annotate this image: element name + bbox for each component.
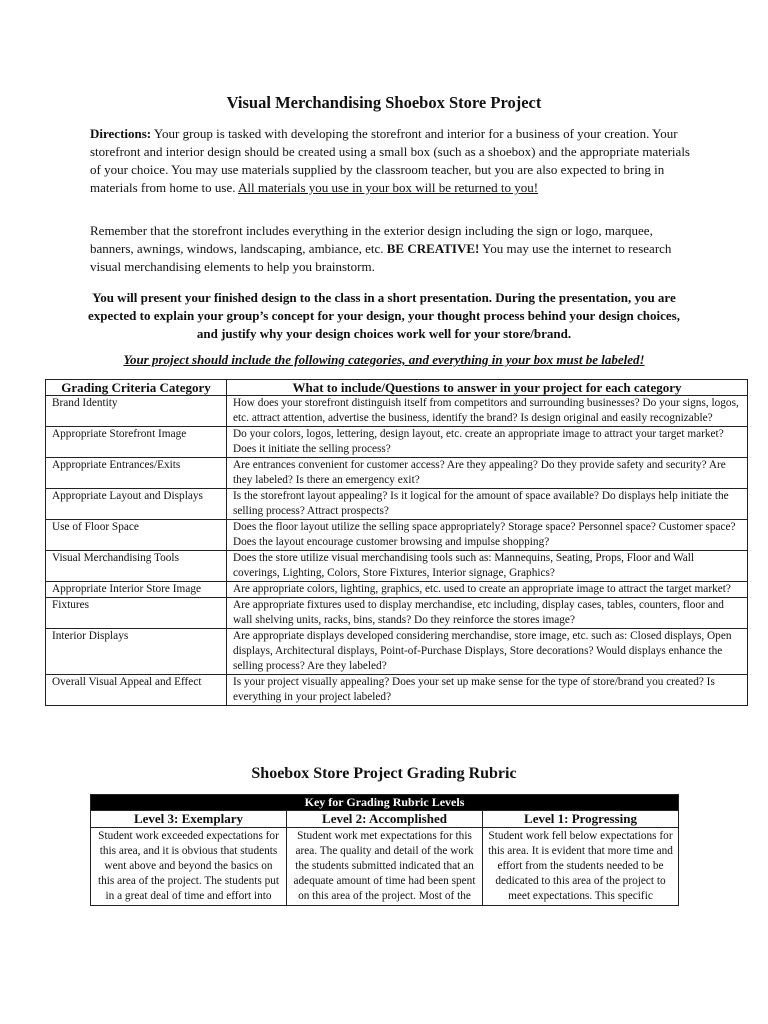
rubric-level-row (91, 811, 679, 828)
level-3-description: Student work exceeded expectations for this area, and it is obvious that students went above and beyond the basics on this area of the project. The students put in a great deal of time and effort into (91, 828, 287, 906)
category-cell: Appropriate Storefront Image (46, 427, 227, 458)
rubric-title: Shoebox Store Project Grading Rubric (251, 765, 517, 782)
category-cell: Appropriate Layout and Displays (46, 489, 227, 520)
questions-cell: Are entrances convenient for customer access? Are they appealing? Do they provide safety and security? Are they labeled? Is there an emergency exit? (227, 458, 748, 489)
table-row (46, 582, 748, 598)
criteria-header-category: Grading Criteria Category (46, 380, 227, 396)
category-cell: Use of Floor Space (46, 520, 227, 551)
questions-cell: Does the floor layout utilize the selling space appropriately? Storage space? Personnel space? Customer space? Does the layout encourage customer browsing and impulse shopping? (227, 520, 748, 551)
directions-label: Directions: (90, 126, 152, 141)
table-row (46, 598, 748, 629)
level-2-description: Student work met expectations for this area. The quality and detail of the work the students submitted indicated that an adequate amount of time had been spent on this area of the project. Most of the (287, 828, 483, 906)
remember-text-before: Remember that the storefront includes everything in the exterior design including the sign or logo, marquee, banners, awnings, windows, landscaping, ambiance, etc. (90, 223, 653, 256)
level-3-header: Level 3: Exemplary (91, 811, 287, 828)
page-title: Visual Merchandising Shoebox Store Project (226, 93, 542, 112)
questions-cell: Does the store utilize visual merchandising tools such as: Mannequins, Seating, Props, Floor and Wall coverings, Lighting, Colors, Store Fixtures, Interior signage, Graphics? (227, 551, 748, 582)
category-cell: Fixtures (46, 598, 227, 629)
include-note: Your project should include the following categories, and everything in your box must be labeled! (123, 352, 645, 367)
questions-cell: Are appropriate displays developed considering merchandise, store image, etc. such as: Closed displays, Open displays, Architectural displays, Point-of-Purchase Displays, Store decorations? Would displays enhance the selling process? Are they labeled? (227, 629, 748, 675)
rubric-key-header: Key for Grading Rubric Levels (91, 795, 679, 811)
table-row (46, 675, 748, 706)
directions-paragraph (90, 125, 690, 197)
table-row (46, 520, 748, 551)
questions-cell: Are appropriate colors, lighting, graphics, etc. used to create an appropriate image to attract the target market? (227, 582, 748, 598)
questions-cell: Do your colors, logos, lettering, design layout, etc. create an appropriate image to attract your target market? Does it initiate the selling process? (227, 427, 748, 458)
questions-cell: Are appropriate fixtures used to display merchandise, etc including, display cases, tables, counters, floor and wall shelving units, racks, bins, stands? Do they reinforce the stores image? (227, 598, 748, 629)
directions-underlined: All materials you use in your box will be returned to you! (238, 180, 539, 195)
category-cell: Visual Merchandising Tools (46, 551, 227, 582)
questions-cell: Is the storefront layout appealing? Is it logical for the amount of space available? Do displays help initiate the selling process? Attract prospects? (227, 489, 748, 520)
questions-cell: How does your storefront distinguish itself from competitors and surrounding businesses? Do your signs, logos, etc. attract attention, advertise the business, identify the brand? Is design original and easily recognizable? (227, 396, 748, 427)
category-cell: Overall Visual Appeal and Effect (46, 675, 227, 706)
table-row (46, 458, 748, 489)
remember-text-after: You may use the internet to research visual merchandising elements to help you brainstorm. (90, 241, 672, 274)
level-1-description: Student work fell below expectations for this area. It is evident that more time and effort from the students needed to be dedicated to this area of the project to meet expectations. This specific (483, 828, 679, 906)
rubric-description-row (91, 828, 679, 906)
table-row (46, 551, 748, 582)
remember-paragraph (90, 222, 690, 276)
criteria-table (45, 379, 748, 706)
criteria-header-row (46, 380, 748, 396)
level-1-header: Level 1: Progressing (483, 811, 679, 828)
category-cell: Brand Identity (46, 396, 227, 427)
category-cell: Appropriate Interior Store Image (46, 582, 227, 598)
category-cell: Interior Displays (46, 629, 227, 675)
presentation-note: You will present your finished design to the class in a short presentation. During the presentation, you are expected to explain your group’s concept for your design, your thought process behind your design choices, and justify why your design choices work well for your store/brand. (88, 290, 680, 341)
level-2-header: Level 2: Accomplished (287, 811, 483, 828)
rubric-key-row (91, 795, 679, 811)
questions-cell: Is your project visually appealing? Does your set up make sense for the type of store/brand you created? Is everything in your project labeled? (227, 675, 748, 706)
table-row (46, 427, 748, 458)
table-row (46, 629, 748, 675)
be-creative-text: BE CREATIVE! (386, 241, 480, 256)
category-cell: Appropriate Entrances/Exits (46, 458, 227, 489)
table-row (46, 489, 748, 520)
table-row (46, 396, 748, 427)
directions-text: Your group is tasked with developing the storefront and interior for a business of your creation. Your storefront and interior design should be created using a small box (such as a shoebox) and the appropriate materials of your choice. You may use materials supplied by the classroom teacher, but you are also expected to bring in materials from home to use. (90, 126, 690, 195)
rubric-table (90, 794, 679, 906)
criteria-header-questions: What to include/Questions to answer in your project for each category (227, 380, 748, 396)
